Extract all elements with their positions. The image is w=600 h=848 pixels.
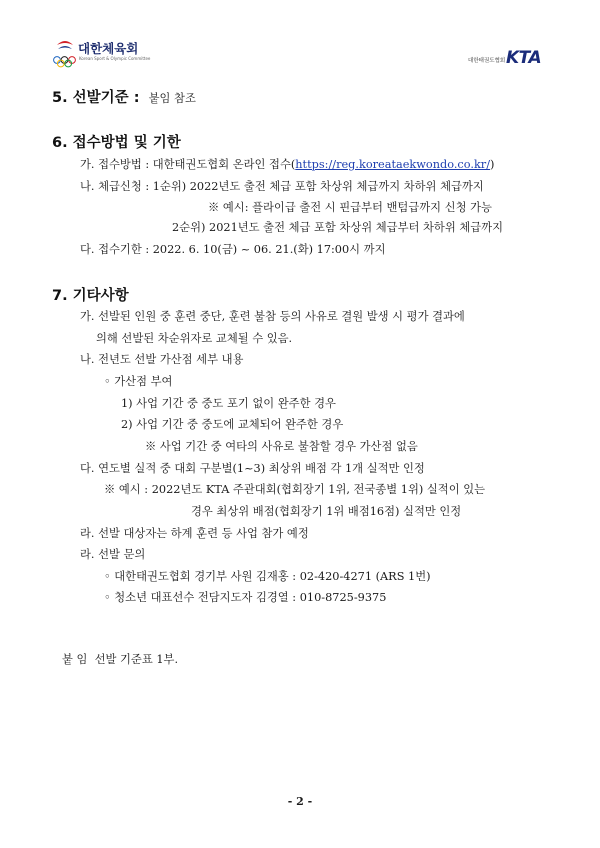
attachment-line: 붙 임 선발 기준표 1부. xyxy=(62,653,179,666)
section-6-c: 다. 접수기한 : 2022. 6. 10(금) ~ 06. 21.(화) 17:00시 까지 xyxy=(80,243,386,256)
section-7-a-line1: 가. 선발된 인원 중 훈련 중단, 훈련 불참 등의 사유로 결원 발생 시 평가 결과에 xyxy=(80,310,465,323)
section-7-b: 나. 전년도 선발 가산점 세부 내용 xyxy=(80,353,244,366)
section-5-title: 5. 선발기준 : xyxy=(52,90,140,106)
kosc-logo xyxy=(52,36,152,72)
olympic-rings-icon xyxy=(52,36,78,72)
section-6-b: 나. 체급신청 : 1순위) 2022년도 출전 체급 포함 차상위 체급까지 차하위 체급까지 xyxy=(80,180,484,193)
kta-logo-name: 대한태권도협회 xyxy=(468,58,506,64)
section-5-note: 붙임 참조 xyxy=(148,92,196,105)
section-7-c-note2: 경우 최상위 배점(협회장기 1위 배점16점) 실적만 인정 xyxy=(191,505,462,518)
registration-link[interactable]: https://reg.koreataekwondo.co.kr/ xyxy=(295,158,491,171)
kosc-logo-name: 대한체육회 xyxy=(78,41,139,56)
section-7-title: 7. 기타사항 xyxy=(52,288,129,304)
section-7-e: 라. 선발 문의 xyxy=(80,548,146,561)
section-7-b-sub: ◦ 가산점 부여 xyxy=(104,375,173,388)
section-7-b-item1: 1) 사업 기간 중 중도 포기 없이 완주한 경우 xyxy=(121,397,336,410)
kta-logo xyxy=(468,50,548,70)
section-6-b2: 2순위) 2021년도 출전 체급 포함 차상위 체급부터 차하위 체급까지 xyxy=(172,221,503,234)
kta-logo-mark: KTA xyxy=(506,48,542,68)
section-6-a-label: 가. 접수방법 : 대한태권도협회 온라인 접수( xyxy=(80,158,296,171)
section-6-a-close: ) xyxy=(490,158,495,171)
section-7-e-contact1: ◦ 대한태권도협회 경기부 사원 김재홍 : 02-420-4271 (ARS 1번) xyxy=(104,570,431,583)
section-7-a-line2: 의해 선발된 차순위자로 교체될 수 있음. xyxy=(96,332,293,345)
section-6-title: 6. 접수방법 및 기한 xyxy=(52,135,181,151)
section-7-b-note: ※ 사업 기간 중 여타의 사유로 불참할 경우 가산점 없음 xyxy=(145,440,418,453)
section-7-d: 라. 선발 대상자는 하계 훈련 등 사업 참가 예정 xyxy=(80,527,309,540)
section-5 xyxy=(52,86,196,107)
section-7-e-contact2: ◦ 청소년 대표선수 전담지도자 김경열 : 010-8725-9375 xyxy=(104,591,387,604)
section-6-b-note: ※ 예시: 플라이급 출전 시 핀급부터 밴텀급까지 신청 가능 xyxy=(208,201,492,214)
section-6-a xyxy=(80,158,494,172)
section-7-c: 다. 연도별 실적 중 대회 구분별(1~3) 최상위 배점 각 1개 실적만 인정 xyxy=(80,462,425,475)
section-7-c-note1: ※ 예시 : 2022년도 KTA 주관대회(협회장기 1위, 전국종별 1위) 실적이 있는 xyxy=(104,483,486,496)
kosc-logo-sub: Korean Sport & Olympic Committee xyxy=(79,56,151,61)
page-number: - 2 - xyxy=(287,795,313,808)
section-7-b-item2: 2) 사업 기간 중 중도에 교체되어 완주한 경우 xyxy=(121,418,344,431)
